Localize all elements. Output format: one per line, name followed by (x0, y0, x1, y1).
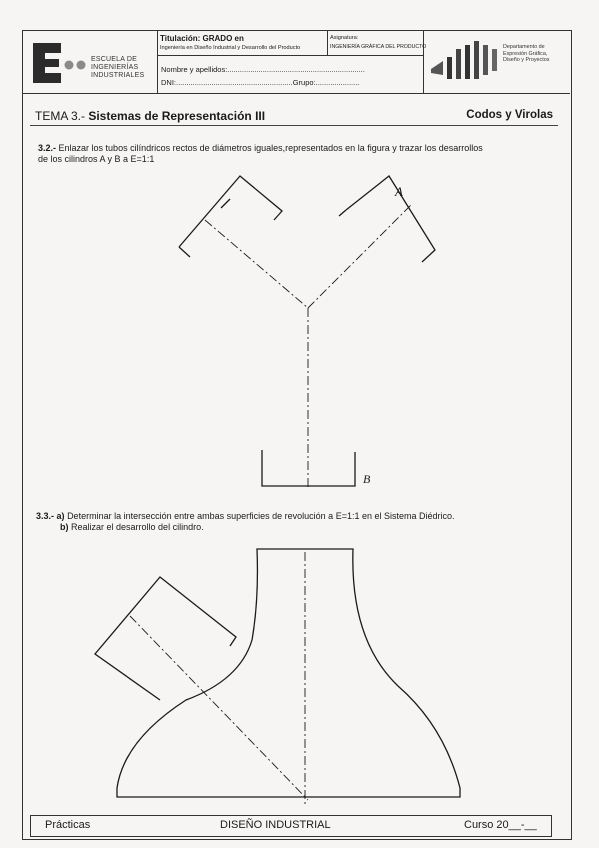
footer-center: DISEÑO INDUSTRIAL (220, 819, 331, 831)
label-b: B (363, 472, 371, 486)
exercise-3-2-drawing (179, 176, 435, 486)
tube-b-outline (262, 450, 355, 486)
exercise-3-2-axes (205, 205, 411, 490)
titulacion-label: Titulación: GRADO en (160, 34, 244, 43)
department-name: Departamento de Expresión Gráfica, Diseño y Proyectos (503, 44, 550, 64)
school-name: ESCUELA DE INGENIERÍAS INDUSTRIALES (91, 56, 145, 79)
label-a: A (395, 184, 403, 199)
exercise-3-3-statement: 3.3.- a) Determinar la intersección entre ambas superficies de revolución a E=1:1 en el Sistema Diédrico. b) Realizar el desarrollo del cilindro. (36, 511, 455, 532)
topic-title: TEMA 3.- Sistemas de Representación III (35, 109, 266, 123)
revolution-surface-outline (117, 549, 460, 797)
exercise-3-2-statement: 3.2.- Enlazar los tubos cilíndricos rectos de diámetros iguales,representados en la figura y trazar los desarrollos de los cilindros A y B a E=1:1 (38, 143, 483, 164)
axis-a (308, 205, 411, 308)
footer-right: Curso 20__-__ (464, 819, 537, 831)
topic-subtitle: Codos y Virolas (466, 109, 553, 121)
dni-group-field: DNI:........................................................Grupo:..................... (161, 78, 360, 87)
tube-a-end (339, 210, 346, 216)
tube-left-mark (221, 199, 230, 208)
footer-left: Prácticas (45, 819, 91, 831)
exercise-3-3-axes (130, 552, 308, 806)
cylinder-axis (130, 616, 308, 800)
tube-a-outline (346, 176, 435, 262)
cylinder-outline (95, 577, 236, 700)
axis-left (205, 220, 308, 308)
asignatura-value: INGENIERÍA GRÁFICA DEL PRODUCTO (330, 44, 427, 50)
titulacion-value: Ingeniería en Diseño Industrial y Desarrollo del Producto (160, 45, 301, 51)
asignatura-label: Asignatura: (330, 35, 359, 41)
tube-left-end (179, 247, 190, 257)
name-field: Nombre y apellidos:.................................................................. (161, 65, 365, 74)
exercise-3-3-drawing (95, 549, 460, 797)
tube-left-outline (179, 176, 282, 247)
